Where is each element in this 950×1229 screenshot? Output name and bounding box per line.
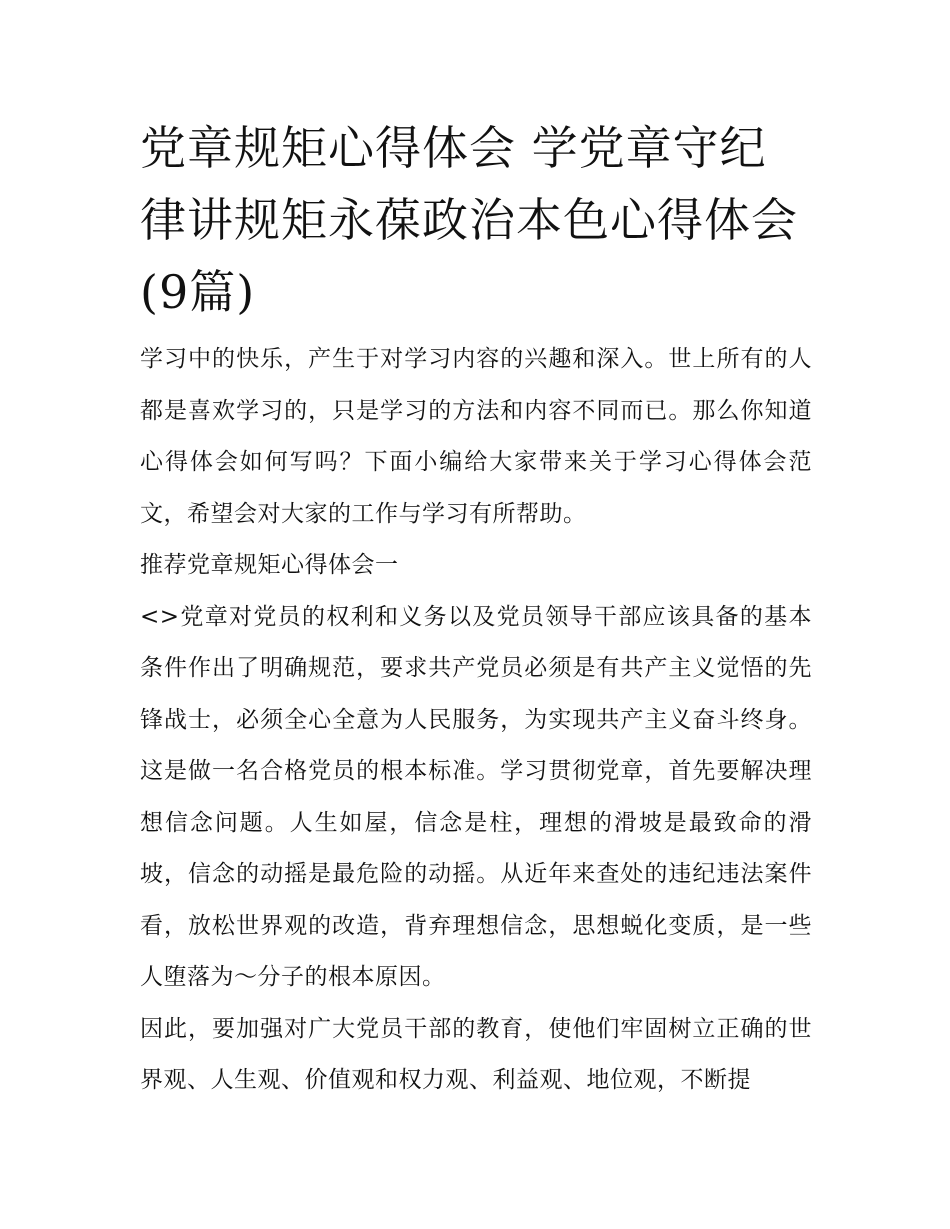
document-body xyxy=(140,112,812,1107)
body-paragraph: 因此，要加强对广大党员干部的教育，使他们牢固树立正确的世界观、人生观、价值观和权力观、利益观、地位观，不断提 xyxy=(140,1015,812,1093)
intro-paragraph: 学习中的快乐，产生于对学习内容的兴趣和深入。世上所有的人都是喜欢学习的，只是学习的方法和内容不同而已。那么你知道心得体会如何写吗？下面小编给大家带来关于学习心得体会范文，希望会对大家的工作与学习有所帮助。 xyxy=(140,346,812,527)
document-title: 党章规矩心得体会 学党章守纪律讲规矩永葆政治本色心得体会(9篇) xyxy=(140,121,798,319)
section-heading: 推荐党章规矩心得体会一 xyxy=(140,552,399,578)
body-paragraph: <>党章对党员的权利和义务以及党员领导干部应该具备的基本条件作出了明确规范，要求共产党员必须是有共产主义觉悟的先锋战士，必须全心全意为人民服务，为实现共产主义奋斗终身。这是做一名合格党员的根本标准。学习贯彻党章，首先要解决理想信念问题。人生如屋，信念是柱，理想的滑坡是最致命的滑坡，信念的动摇是最危险的动摇。从近年来查处的违纪违法案件看，放松世界观的改造，背弃理想信念，思想蜕化变质，是一些人堕落为～分子的根本原因。 xyxy=(140,603,812,990)
